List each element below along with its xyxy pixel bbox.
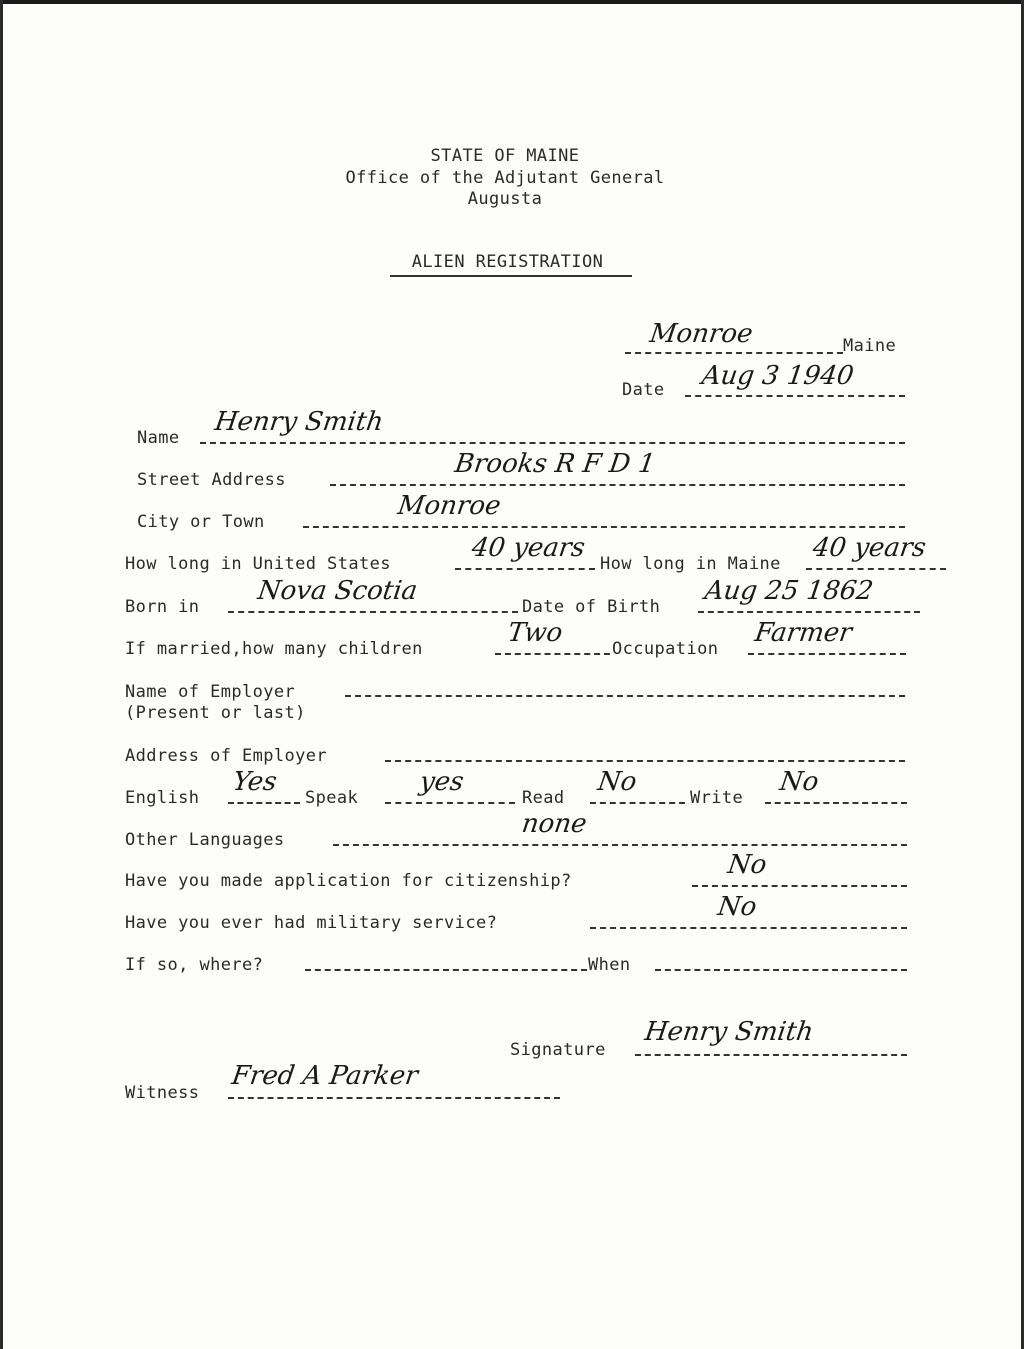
years-maine-value: 40 years bbox=[810, 533, 928, 563]
other-languages-value: none bbox=[519, 809, 589, 839]
name-line bbox=[200, 442, 905, 444]
read-line bbox=[590, 802, 685, 804]
place-line bbox=[625, 352, 843, 354]
citizenship-line bbox=[692, 885, 907, 887]
signature-value: Henry Smith bbox=[642, 1017, 816, 1047]
military-label: Have you ever had military service? bbox=[125, 913, 498, 933]
children-value: Two bbox=[505, 618, 565, 648]
form-title: ALIEN REGISTRATION bbox=[411, 252, 604, 272]
dob-label: Date of Birth bbox=[522, 597, 661, 617]
header-state: STATE OF MAINE bbox=[430, 146, 580, 166]
employer-address-label: Address of Employer bbox=[125, 746, 328, 766]
years-maine-label: How long in Maine bbox=[600, 554, 781, 574]
witness-value: Fred A Parker bbox=[229, 1061, 420, 1091]
english-line bbox=[228, 802, 300, 804]
street-value: Brooks R F D 1 bbox=[452, 449, 658, 479]
read-label: Read bbox=[522, 788, 565, 808]
born-in-value: Nova Scotia bbox=[255, 576, 420, 606]
born-in-line bbox=[228, 611, 518, 613]
born-in-label: Born in bbox=[125, 597, 200, 617]
english-label: English bbox=[125, 788, 200, 808]
city-value: Monroe bbox=[395, 491, 503, 521]
military-line bbox=[590, 927, 907, 929]
when-label: When bbox=[588, 955, 631, 975]
occupation-label: Occupation bbox=[612, 639, 719, 659]
city-label: City or Town bbox=[137, 512, 265, 532]
date-label: Date bbox=[622, 380, 665, 400]
employer-name-label: Name of Employer bbox=[125, 682, 296, 702]
header-office: Office of the Adjutant General bbox=[345, 168, 665, 188]
signature-label: Signature bbox=[510, 1040, 606, 1060]
children-line bbox=[495, 653, 610, 655]
write-label: Write bbox=[690, 788, 744, 808]
date-line bbox=[685, 395, 905, 397]
other-languages-line bbox=[333, 844, 907, 846]
military-value: No bbox=[715, 892, 759, 922]
occupation-line bbox=[748, 653, 906, 655]
maine-label: Maine bbox=[843, 336, 897, 356]
years-us-line bbox=[455, 568, 595, 570]
read-value: No bbox=[595, 767, 639, 797]
other-languages-label: Other Languages bbox=[125, 830, 285, 850]
employer-address-line bbox=[385, 760, 905, 762]
write-value: No bbox=[777, 767, 821, 797]
where-line bbox=[305, 969, 587, 971]
speak-value: yes bbox=[417, 767, 466, 797]
scan-border-left bbox=[0, 0, 3, 1349]
english-value: Yes bbox=[230, 767, 279, 797]
witness-line bbox=[228, 1097, 560, 1099]
where-label: If so, where? bbox=[125, 955, 264, 975]
employer-name-line bbox=[345, 695, 905, 697]
children-label: If married,how many children bbox=[125, 639, 423, 659]
title-underline bbox=[390, 275, 632, 277]
employer-name-sublabel: (Present or last) bbox=[125, 703, 306, 723]
write-line bbox=[765, 802, 907, 804]
city-line bbox=[303, 526, 905, 528]
speak-label: Speak bbox=[305, 788, 359, 808]
signature-line bbox=[635, 1054, 907, 1056]
place-value: Monroe bbox=[647, 319, 755, 349]
citizenship-label: Have you made application for citizenship? bbox=[125, 871, 572, 891]
citizenship-value: No bbox=[725, 850, 769, 880]
speak-line bbox=[385, 802, 515, 804]
years-us-value: 40 years bbox=[469, 533, 587, 563]
street-line bbox=[330, 484, 905, 486]
years-us-label: How long in United States bbox=[125, 554, 391, 574]
date-value: Aug 3 1940 bbox=[699, 361, 856, 391]
name-value: Henry Smith bbox=[212, 407, 386, 437]
name-label: Name bbox=[137, 428, 180, 448]
witness-label: Witness bbox=[125, 1083, 200, 1103]
occupation-value: Farmer bbox=[752, 618, 854, 648]
scan-border-top bbox=[0, 0, 1024, 4]
dob-value: Aug 25 1862 bbox=[702, 576, 876, 606]
header-city: Augusta bbox=[467, 189, 543, 209]
years-maine-line bbox=[806, 568, 946, 570]
street-label: Street Address bbox=[137, 470, 286, 490]
when-line bbox=[655, 969, 907, 971]
dob-line bbox=[698, 611, 920, 613]
